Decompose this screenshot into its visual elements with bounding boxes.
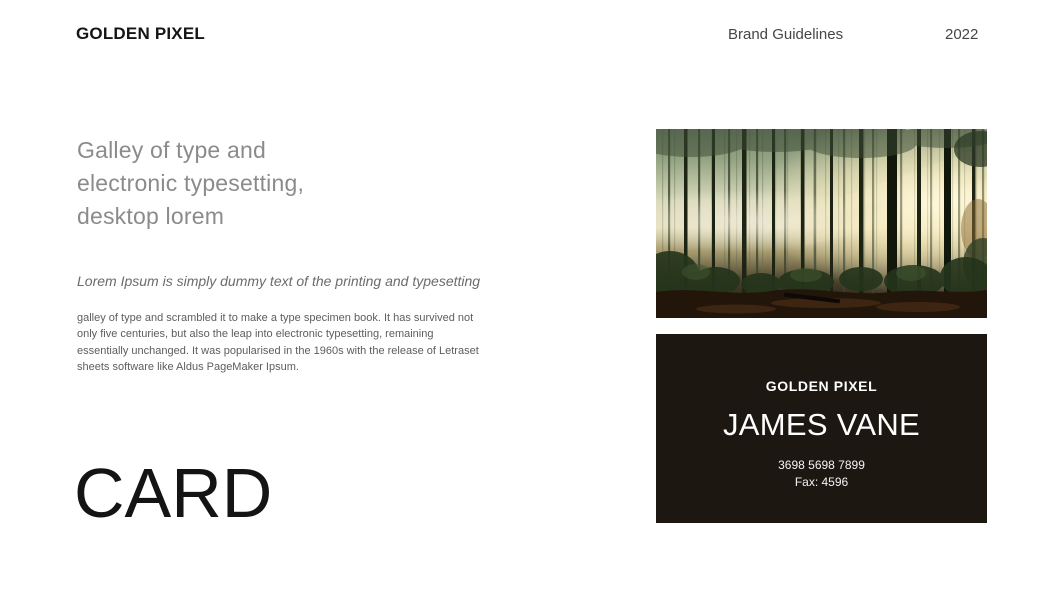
document-title: Brand Guidelines [728, 26, 844, 43]
body-line-4: sheets software like Aldus PageMaker Ipsum. [77, 361, 299, 374]
section-heading-line-2: electronic typesetting, [77, 170, 305, 196]
section-heading [77, 134, 304, 233]
body-paragraph [77, 310, 479, 376]
body-line-3: essentially unchanged. It was popularised in the 1960s with the release of Letraset [77, 344, 479, 357]
section-heading-line-1: Galley of type and [77, 137, 266, 163]
body-line-2: only five centuries, but also the leap into electronic typesetting, remaining [77, 328, 434, 341]
brand-logo: GOLDEN PIXEL [76, 24, 205, 43]
section-heading-line-3: desktop lorem [77, 203, 225, 229]
business-card [656, 334, 987, 523]
lead-subtitle: Lorem Ipsum is simply dummy text of the printing and typesetting [77, 273, 481, 289]
business-card-phone: 3698 5698 7899 [778, 458, 865, 472]
business-card-brand: GOLDEN PIXEL [765, 378, 878, 394]
body-line-1: galley of type and scrambled it to make a type specimen book. It has survived not [77, 312, 474, 324]
business-card-name: JAMES VANE [722, 407, 921, 442]
forest-photo-image [656, 129, 987, 318]
forest-photo [656, 129, 987, 318]
display-word: CARD [74, 454, 273, 532]
year-label: 2022 [945, 26, 979, 43]
business-card-fax: Fax: 4596 [794, 475, 849, 489]
